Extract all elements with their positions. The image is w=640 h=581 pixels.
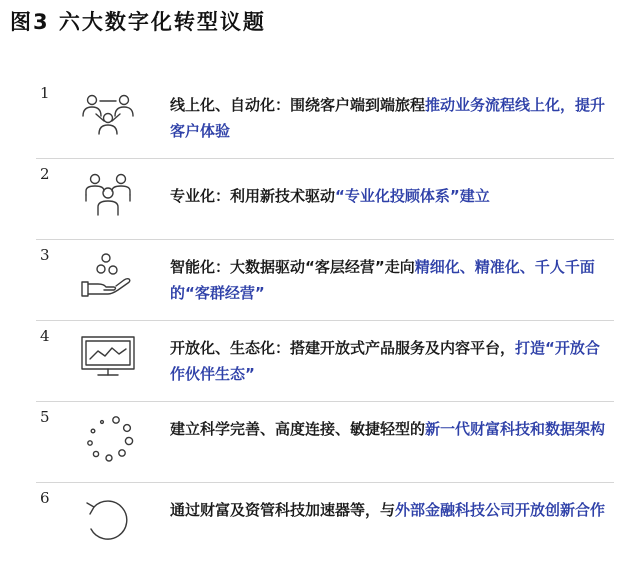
people-network-icon (78, 88, 138, 144)
topic-highlight: 精细化、精准化、千人千面的“客群经营” (170, 258, 595, 302)
row-number: 4 (40, 327, 50, 345)
page-title: 图3 六大数字化转型议题 (10, 10, 266, 34)
topic-text: 建立科学完善、高度连接、敏捷轻型的新一代财富科技和数据架构 (170, 420, 606, 438)
row-number: 2 (40, 165, 50, 183)
topic-row-2 (36, 159, 614, 240)
row-number: 1 (40, 84, 50, 102)
team-icon (78, 169, 138, 225)
topic-row-1 (36, 78, 614, 159)
topic-row-6 (36, 483, 614, 564)
row-number: 3 (40, 246, 50, 264)
loading-dots-icon (78, 412, 138, 468)
topic-highlight: 外部金融科技公司开放创新合作 (395, 501, 606, 519)
row-number: 5 (40, 408, 50, 426)
topic-list (36, 78, 614, 564)
topic-highlight: “专业化投顾体系”建立 (335, 187, 490, 205)
topic-text: 通过财富及资管科技加速器等，与外部金融科技公司开放创新合作 (170, 501, 606, 519)
topic-text: 开放化、生态化：搭建开放式产品服务及内容平台，打造“开放合作伙伴生态” (170, 339, 600, 383)
topic-highlight: 新一代财富科技和数据架构 (425, 420, 606, 438)
topic-highlight: 推动业务流程线上化，提升客户体验 (170, 96, 606, 140)
monitor-chart-icon (78, 331, 138, 387)
topic-row-3 (36, 240, 614, 321)
hand-coins-icon (78, 250, 138, 306)
topic-row-4 (36, 321, 614, 402)
topic-text: 智能化：大数据驱动“客层经营”走向精细化、精准化、千人千面的“客群经营” (170, 258, 595, 302)
topic-text: 线上化、自动化：围绕客户端到端旅程推动业务流程线上化，提升客户体验 (170, 96, 606, 140)
topic-highlight: 打造“开放合作伙伴生态” (170, 339, 600, 383)
refresh-cycle-icon (78, 493, 138, 549)
topic-row-5 (36, 402, 614, 483)
row-number: 6 (40, 489, 50, 507)
topic-text: 专业化：利用新技术驱动“专业化投顾体系”建立 (170, 187, 490, 205)
